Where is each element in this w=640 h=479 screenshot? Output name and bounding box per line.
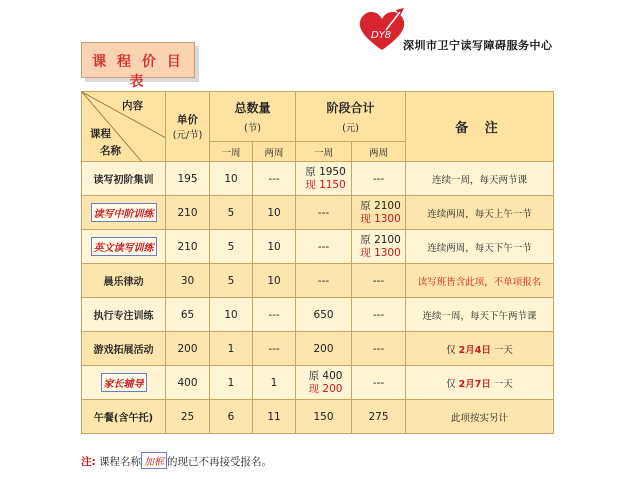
heart-logo-icon xyxy=(356,8,408,52)
remark: 读写班皆含此项，不单项报名 xyxy=(406,264,554,298)
remark: 连续一周，每天两节课 xyxy=(406,162,554,196)
stage-week2: --- xyxy=(352,264,406,298)
stage-week2 xyxy=(352,196,406,230)
course-name: 午餐(含午托) xyxy=(82,400,166,434)
table-row xyxy=(82,196,554,230)
qty-week2: --- xyxy=(253,298,296,332)
stage-week1: --- xyxy=(296,264,352,298)
remark-suffix: 一天 xyxy=(490,344,513,356)
total-week2-header: 两周 xyxy=(253,142,296,162)
current-price: 现 1150 xyxy=(305,178,346,191)
qty-week2: 10 xyxy=(253,196,296,230)
remark: 连续两周，每天下午一节 xyxy=(406,230,554,264)
course-name: 读写初阶集训 xyxy=(82,162,166,196)
course-name: 游戏拓展活动 xyxy=(82,332,166,366)
table-row xyxy=(82,264,554,298)
qty-week1: 5 xyxy=(210,196,253,230)
stage-week2: --- xyxy=(352,162,406,196)
qty-week2: 1 xyxy=(253,366,296,400)
total-week1-header: 一周 xyxy=(210,142,253,162)
unit-price: 25 xyxy=(166,400,210,434)
course-name-cell xyxy=(82,230,166,264)
current-price: 现 1300 xyxy=(360,212,401,225)
remark-prefix: 仅 xyxy=(446,344,459,356)
remark xyxy=(406,366,554,400)
current-price: 现 200 xyxy=(308,382,343,395)
stage-week1: 150 xyxy=(296,400,352,434)
stage-week1: 200 xyxy=(296,332,352,366)
table-row xyxy=(82,162,554,196)
stage-week2: --- xyxy=(352,332,406,366)
corner-content-label: 内容 xyxy=(122,100,143,112)
remark-prefix: 仅 xyxy=(446,378,459,390)
stage-week2: --- xyxy=(352,298,406,332)
unit-price-unit: (元/节) xyxy=(172,130,203,141)
stage-week2-header: 两周 xyxy=(352,142,406,162)
qty-week2: --- xyxy=(253,332,296,366)
qty-week1: 1 xyxy=(210,366,253,400)
unit-price-header xyxy=(166,92,210,162)
stage-week2 xyxy=(352,230,406,264)
org-name: 深圳市卫宁读写障碍服务中心 xyxy=(403,39,553,52)
table-row xyxy=(82,298,554,332)
course-name-boxed: 家长辅导 xyxy=(101,373,147,392)
page-title: 课 程 价 目 表 xyxy=(92,54,184,90)
stage-week1 xyxy=(296,162,352,196)
title-box xyxy=(81,42,195,90)
stage-week2: --- xyxy=(352,366,406,400)
course-name-cell xyxy=(82,196,166,230)
footnote-post: 的现已不再接受报名。 xyxy=(167,456,273,468)
course-name: 晨乐律动 xyxy=(82,264,166,298)
total-label: 总数量 xyxy=(234,101,271,115)
stage-week1-header: 一周 xyxy=(296,142,352,162)
qty-week1: 10 xyxy=(210,298,253,332)
qty-week1: 5 xyxy=(210,264,253,298)
course-name-cell xyxy=(82,366,166,400)
unit-price: 200 xyxy=(166,332,210,366)
unit-price: 210 xyxy=(166,230,210,264)
qty-week2: 10 xyxy=(253,264,296,298)
qty-week1: 10 xyxy=(210,162,253,196)
corner-course-label: 课程 xyxy=(90,128,111,140)
footnote-box-sample: 加框 xyxy=(141,452,167,469)
qty-week2: --- xyxy=(253,162,296,196)
qty-week1: 5 xyxy=(210,230,253,264)
original-price: 原 400 xyxy=(308,369,343,382)
qty-week2: 11 xyxy=(253,400,296,434)
course-name: 执行专注训练 xyxy=(82,298,166,332)
total-unit: (节) xyxy=(244,123,261,134)
svg-text:DY8: DY8 xyxy=(371,30,392,41)
course-name-boxed: 英文读写训练 xyxy=(91,237,157,256)
table-row xyxy=(82,332,554,366)
price-table xyxy=(81,91,554,434)
unit-price-label: 单价 xyxy=(177,114,198,126)
remark-header: 备 注 xyxy=(406,92,554,162)
stage-unit: (元) xyxy=(342,123,359,134)
stage-week1 xyxy=(296,366,352,400)
stage-label: 阶段合计 xyxy=(326,101,375,115)
stage-week1: --- xyxy=(296,196,352,230)
remark xyxy=(406,332,554,366)
corner-name-label: 名称 xyxy=(100,145,121,157)
qty-week1: 6 xyxy=(210,400,253,434)
current-price: 现 1300 xyxy=(360,246,401,259)
remark: 此项按实另计 xyxy=(406,400,554,434)
qty-week2: 10 xyxy=(253,230,296,264)
table-row xyxy=(82,400,554,434)
course-name-boxed: 读写中阶训练 xyxy=(91,203,157,222)
total-header xyxy=(210,92,296,142)
table-row xyxy=(82,230,554,264)
unit-price: 195 xyxy=(166,162,210,196)
footnote-pre: 课程名称 xyxy=(99,456,142,468)
remark: 连续两周，每天上午一节 xyxy=(406,196,554,230)
table-row xyxy=(82,366,554,400)
remark-date: 2月4日 xyxy=(458,344,491,356)
stage-week1: --- xyxy=(296,230,352,264)
unit-price: 65 xyxy=(166,298,210,332)
original-price: 原 2100 xyxy=(360,199,401,212)
original-price: 原 2100 xyxy=(360,233,401,246)
unit-price: 400 xyxy=(166,366,210,400)
remark: 连续一周，每天下午两节课 xyxy=(406,298,554,332)
corner-header xyxy=(82,92,166,162)
stage-week2: 275 xyxy=(352,400,406,434)
remark-suffix: 一天 xyxy=(490,378,513,390)
stage-header xyxy=(296,92,406,142)
unit-price: 30 xyxy=(166,264,210,298)
unit-price: 210 xyxy=(166,196,210,230)
qty-week1: 1 xyxy=(210,332,253,366)
stage-week1: 650 xyxy=(296,298,352,332)
remark-date: 2月7日 xyxy=(458,378,491,390)
footnote xyxy=(81,452,272,469)
original-price: 原 1950 xyxy=(305,165,346,178)
footnote-label: 注: xyxy=(81,456,96,468)
